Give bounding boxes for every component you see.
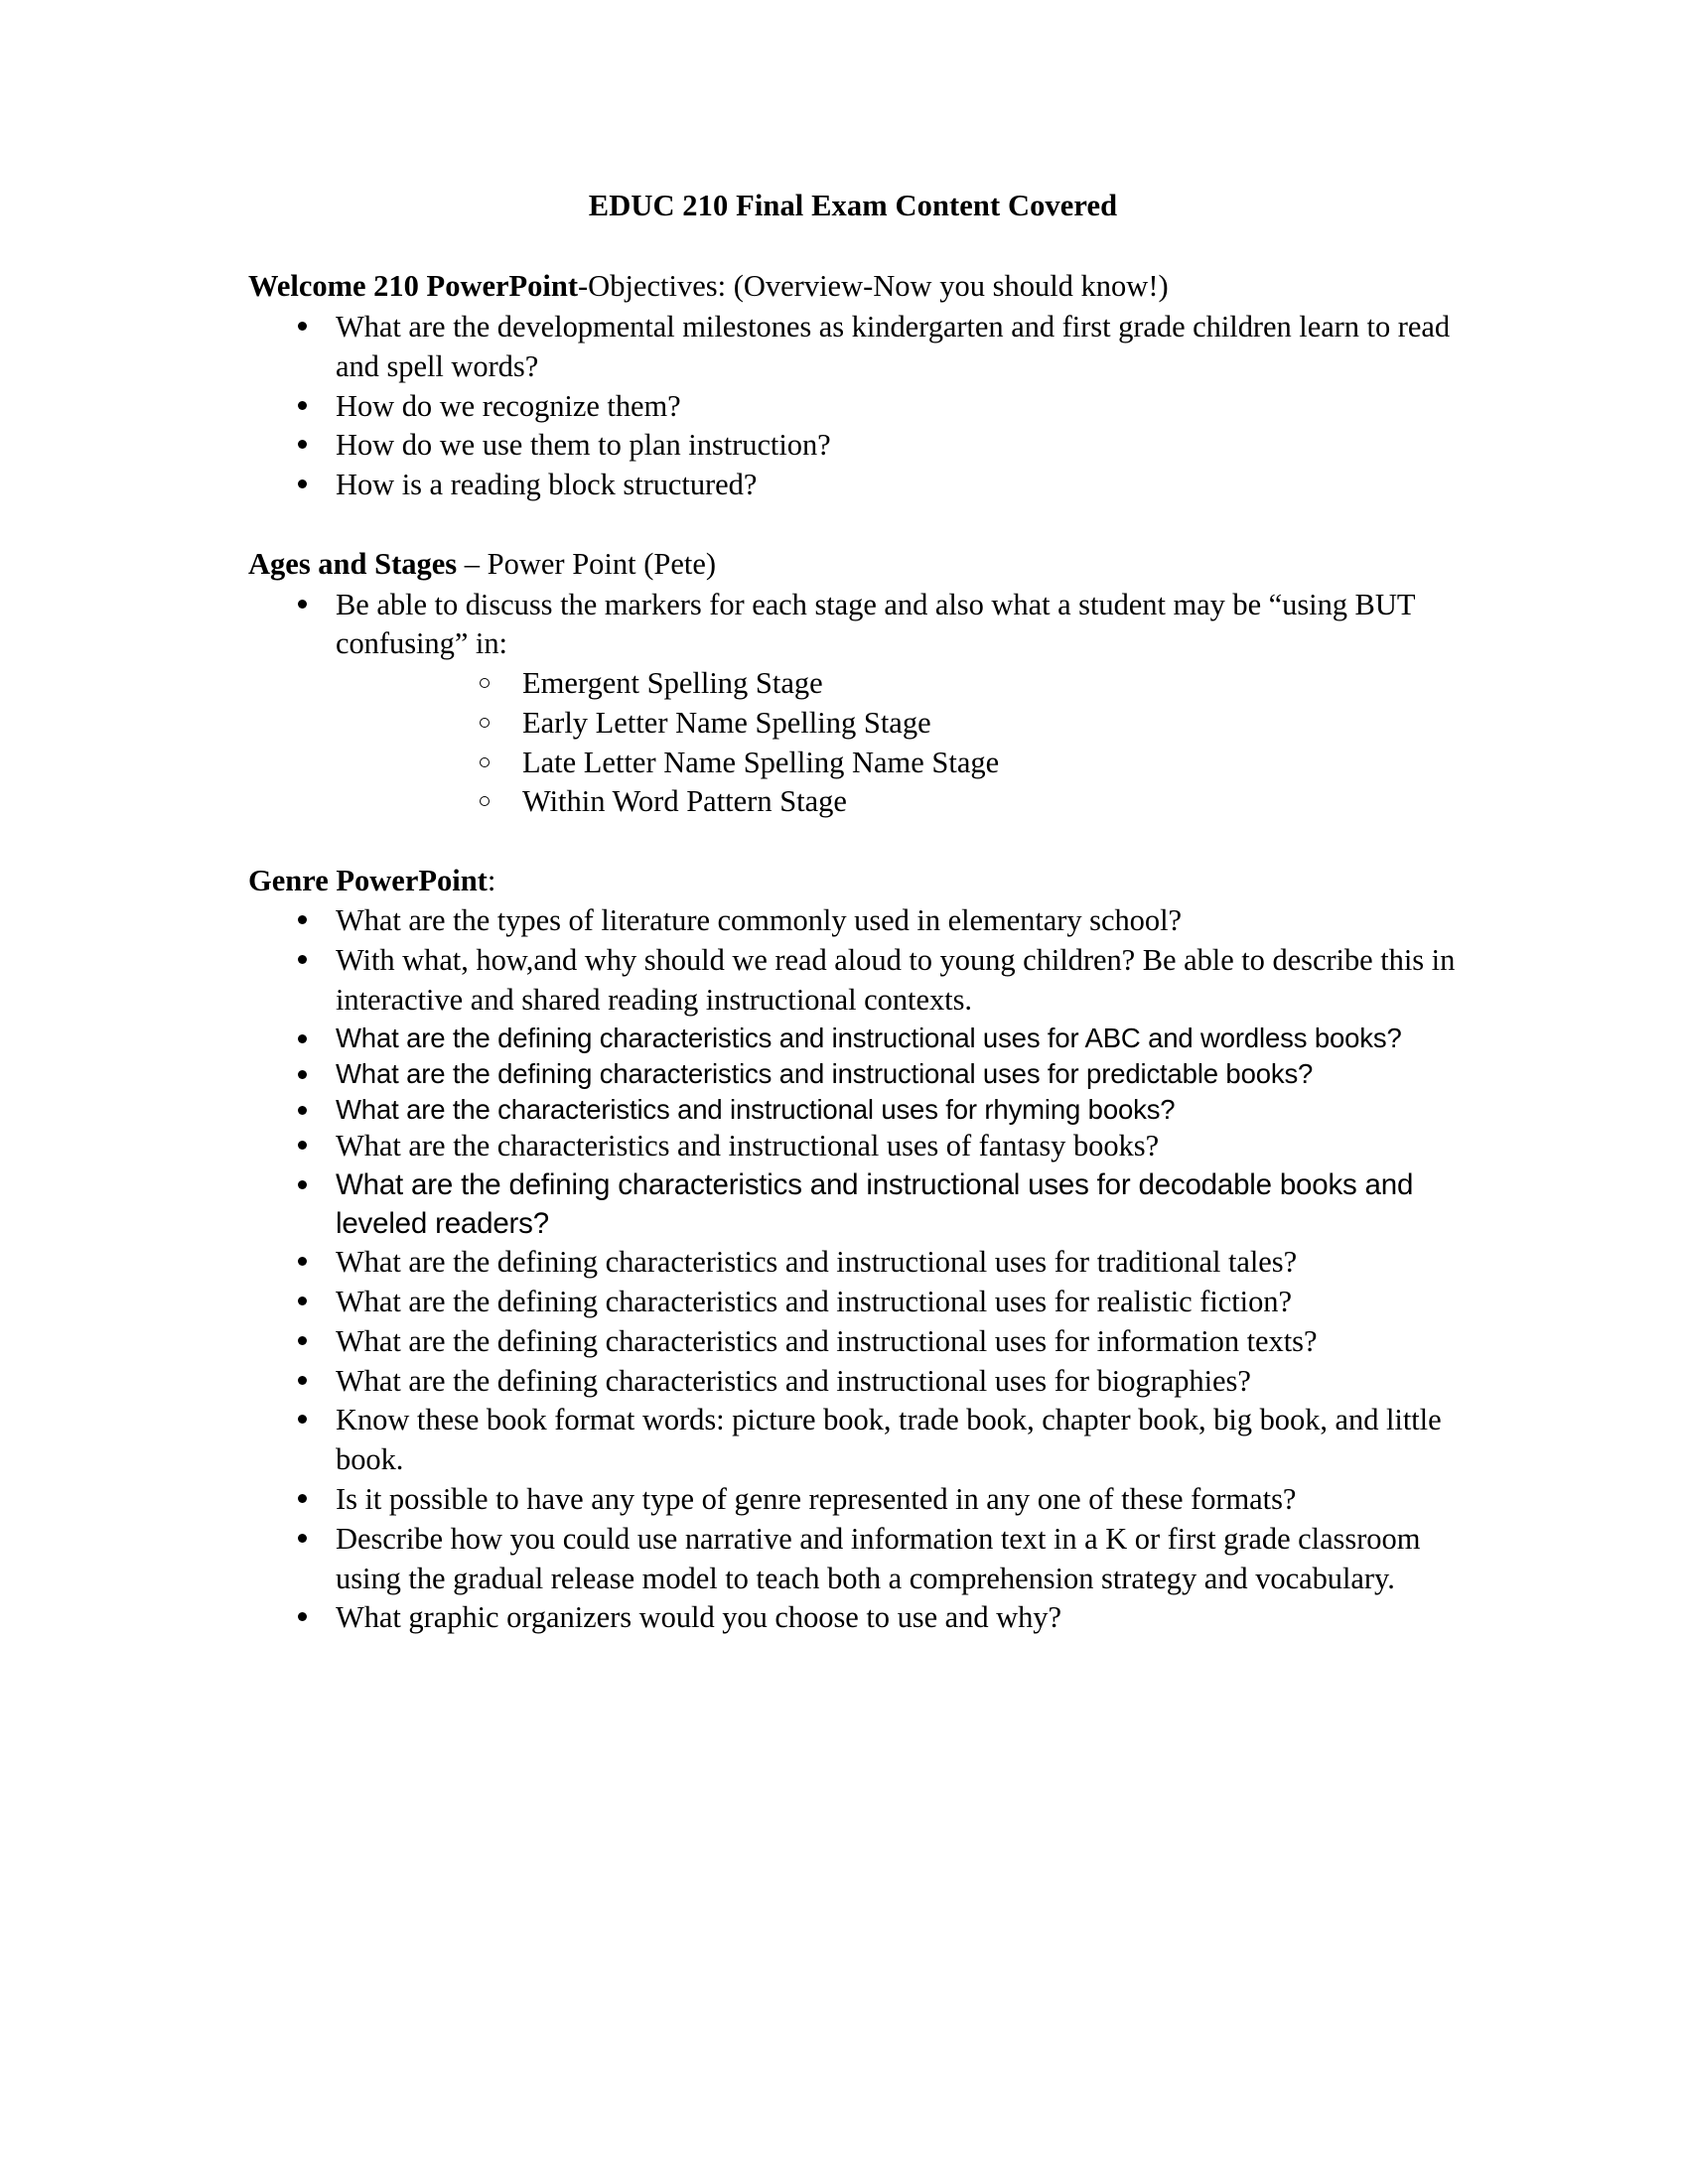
list-item-text: What are the defining characteristics and instructional uses for biographies? <box>336 1363 1251 1398</box>
bullet-dot-icon <box>298 1257 307 1266</box>
bullet-dot-icon <box>298 955 307 964</box>
list-item-text: Is it possible to have any type of genre represented in any one of these formats? <box>336 1482 1297 1516</box>
list-item-text: What are the defining characteristics and instructional uses for ABC and wordless books? <box>336 1022 1402 1053</box>
list-item <box>248 586 1458 822</box>
bullet-dot-icon <box>298 1180 307 1189</box>
list-item <box>248 1520 1458 1599</box>
list-item <box>248 941 1458 1021</box>
list-item-text: How is a reading block structured? <box>336 468 758 502</box>
page-title: EDUC 210 Final Exam Content Covered <box>588 189 1118 222</box>
list-item-text: How do we recognize them? <box>336 388 681 423</box>
list-item-text: What are the developmental milestones as kindergarten and first grade children learn to read and spell words? <box>336 310 1451 383</box>
list-item <box>248 1401 1458 1480</box>
bullet-dot-icon <box>298 401 307 410</box>
section-heading-rest: : <box>487 863 496 897</box>
bullet-list <box>248 586 1458 822</box>
list-item <box>248 1283 1458 1322</box>
list-item <box>248 1480 1458 1520</box>
list-item <box>248 308 1458 387</box>
section-genre-powerpoint <box>248 862 1458 1638</box>
bullet-dot-icon <box>298 1534 307 1543</box>
list-item <box>248 1127 1458 1166</box>
section-welcome-210-powerpoint <box>248 267 1458 505</box>
bullet-circle-icon <box>480 718 490 728</box>
section-heading <box>248 862 1458 901</box>
list-item-text: What are the defining characteristics and instructional uses for predictable books? <box>336 1057 1314 1089</box>
document-body <box>248 267 1458 1638</box>
bullet-dot-icon <box>298 440 307 449</box>
sub-list-item <box>336 704 1458 744</box>
bullet-dot-icon <box>298 1070 307 1079</box>
sub-bullet-list <box>336 664 1458 822</box>
bullet-dot-icon <box>298 1415 307 1424</box>
bullet-circle-icon <box>480 796 490 806</box>
list-item-text: What are the types of literature commonly used in elementary school? <box>336 903 1182 938</box>
list-item <box>248 1243 1458 1283</box>
sub-list-item <box>336 744 1458 783</box>
list-item <box>248 1322 1458 1362</box>
list-item-text: Know these book format words: picture book, trade book, chapter book, big book, and little book. <box>336 1403 1442 1477</box>
section-heading-bold: Welcome 210 PowerPoint <box>248 269 579 304</box>
list-item-text: What are the characteristics and instructional uses of fantasy books? <box>336 1129 1160 1163</box>
list-item-text: What are the characteristics and instructional uses for rhyming books? <box>336 1093 1176 1125</box>
bullet-dot-icon <box>298 1106 307 1115</box>
bullet-dot-icon <box>298 479 307 488</box>
bullet-dot-icon <box>298 1297 307 1305</box>
list-item <box>248 1598 1458 1638</box>
sub-list-item-text: Emergent Spelling Stage <box>522 666 823 701</box>
list-item <box>248 387 1458 427</box>
sub-list-item <box>336 664 1458 704</box>
bullet-dot-icon <box>298 1376 307 1385</box>
sub-list-item <box>336 782 1458 822</box>
list-item-text: Be able to discuss the markers for each stage and also what a student may be “using BUT confusing” in: <box>336 587 1415 661</box>
bullet-dot-icon <box>298 915 307 924</box>
bullet-dot-icon <box>298 1612 307 1621</box>
sub-list-item-text: Late Letter Name Spelling Name Stage <box>522 745 1000 779</box>
section-heading-rest: – Power Point (Pete) <box>457 547 717 581</box>
bullet-dot-icon <box>298 1494 307 1503</box>
bullet-dot-icon <box>298 1034 307 1043</box>
bullet-dot-icon <box>298 600 307 609</box>
list-item-text: With what, how,and why should we read aloud to young children? Be able to describe this in interactive and shared reading instructional contexts. <box>336 943 1456 1018</box>
sub-list-item-text: Within Word Pattern Stage <box>522 784 847 819</box>
bullet-list <box>248 901 1458 1638</box>
section-heading-bold: Ages and Stages <box>248 547 458 581</box>
bullet-circle-icon <box>480 678 490 688</box>
list-item <box>248 466 1458 505</box>
section-heading <box>248 267 1458 307</box>
list-item <box>248 426 1458 466</box>
section-heading <box>248 545 1458 585</box>
sub-list-item-text: Early Letter Name Spelling Stage <box>522 705 931 740</box>
section-heading-bold: Genre PowerPoint <box>248 863 488 897</box>
list-item-text: What are the defining characteristics and instructional uses for realistic fiction? <box>336 1285 1292 1319</box>
list-item <box>248 1166 1458 1243</box>
list-item-text: Describe how you could use narrative and information text in a K or first grade classroom using the gradual release model to teach both a comprehension strategy and vocabulary. <box>336 1521 1421 1595</box>
list-item-text: What are the defining characteristics and instructional uses for decodable books and leveled readers? <box>336 1168 1414 1240</box>
section-heading-rest: -Objectives: (Overview-Now you should know!) <box>578 269 1169 304</box>
section-spacer <box>248 822 1458 862</box>
list-item-text: What are the defining characteristics and instructional uses for traditional tales? <box>336 1245 1298 1280</box>
list-item-text: What are the defining characteristics and instructional uses for information texts? <box>336 1323 1318 1358</box>
list-item <box>248 901 1458 941</box>
bullet-dot-icon <box>298 322 307 331</box>
list-item <box>248 1056 1458 1092</box>
list-item <box>248 1362 1458 1402</box>
bullet-dot-icon <box>298 1336 307 1345</box>
bullet-circle-icon <box>480 757 490 767</box>
list-item <box>248 1021 1458 1056</box>
section-ages-and-stages <box>248 545 1458 822</box>
list-item-text: What graphic organizers would you choose to use and why? <box>336 1600 1061 1635</box>
bullet-dot-icon <box>298 1141 307 1150</box>
bullet-list <box>248 308 1458 505</box>
section-spacer <box>248 505 1458 545</box>
list-item <box>248 1092 1458 1128</box>
list-item-text: How do we use them to plan instruction? <box>336 428 831 463</box>
